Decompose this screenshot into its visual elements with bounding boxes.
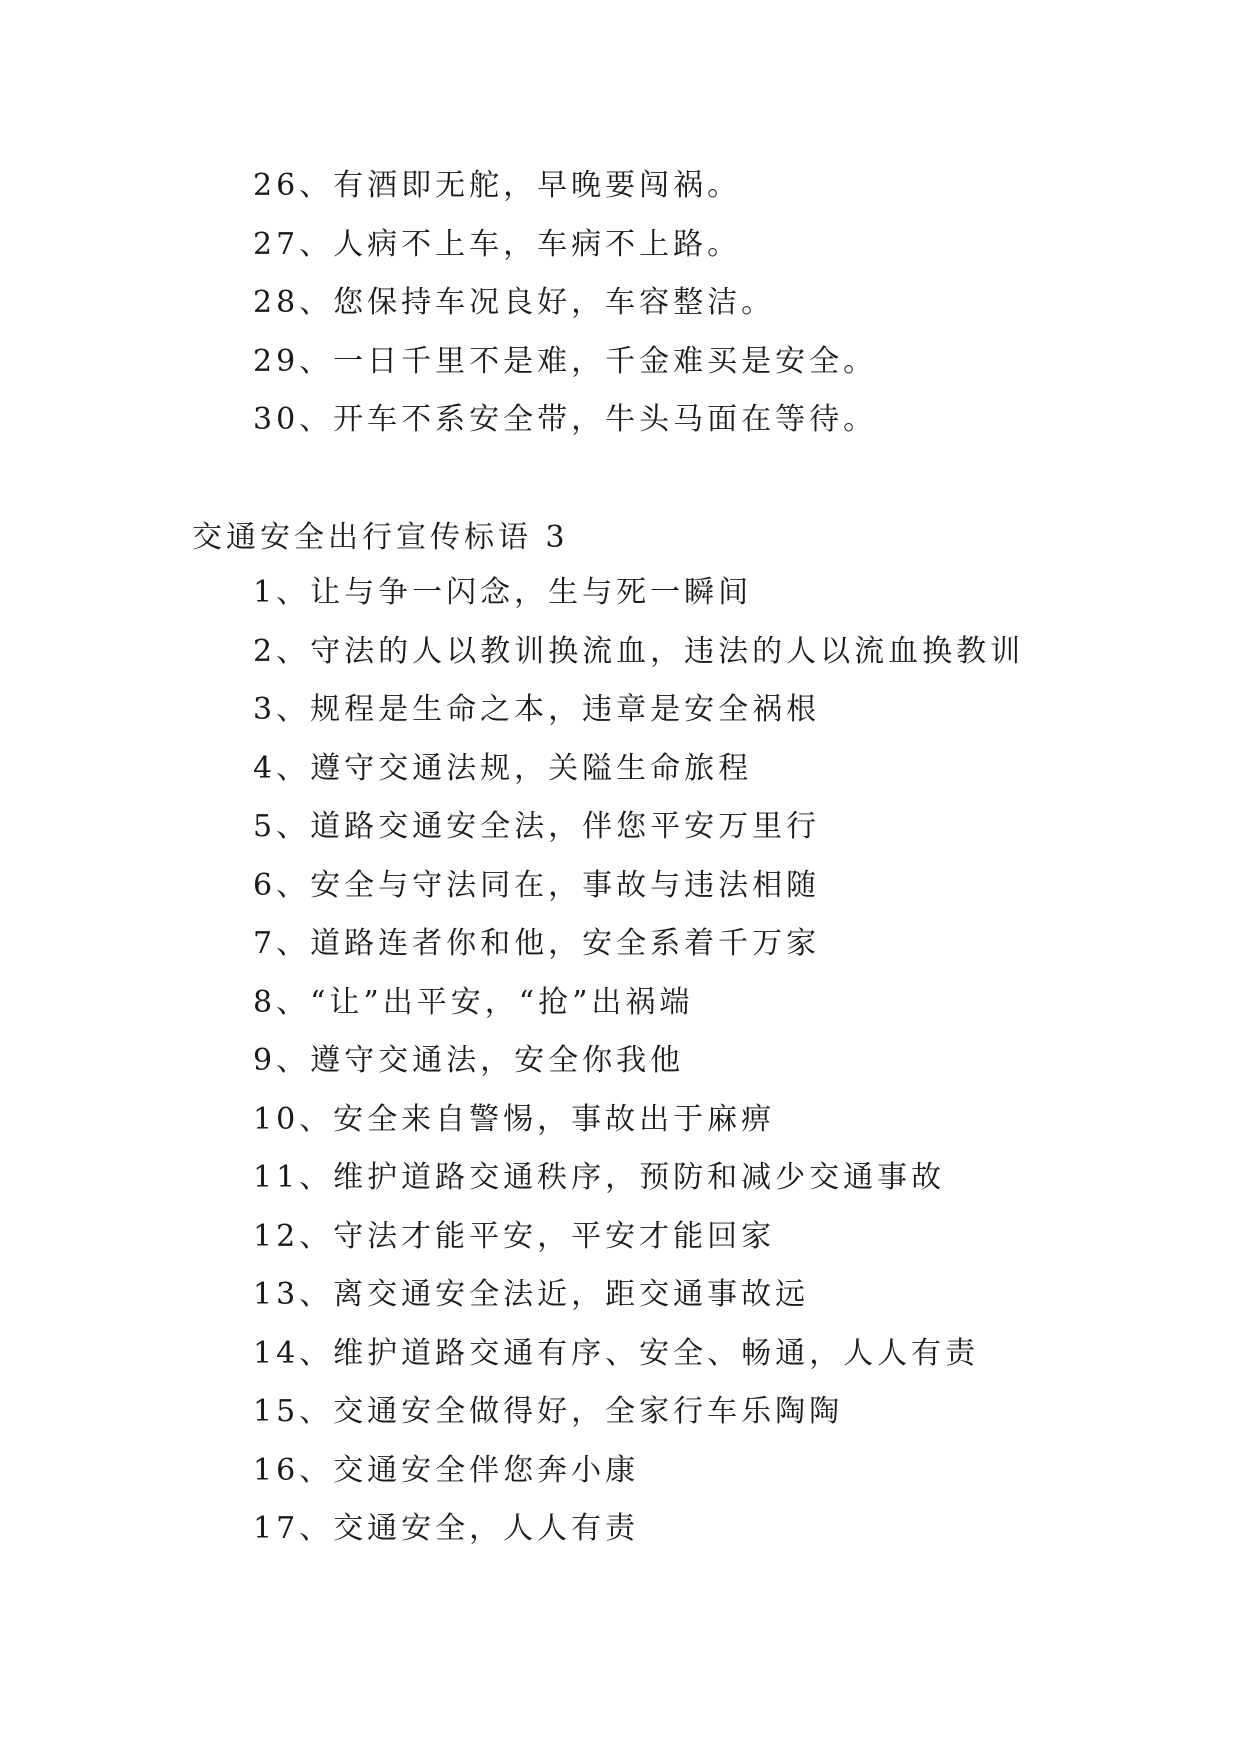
list-item: 15、交通安全做得好，全家行车乐陶陶: [253, 1394, 844, 1429]
list-item: 4、遵守交通法规，关隘生命旅程: [253, 750, 753, 786]
list-item: 16、交通安全伴您奔小康: [253, 1452, 640, 1488]
list-item: 11、维护道路交通秩序，预防和减少交通事故: [253, 1160, 946, 1195]
list-item: 10、安全来自警惕，事故出于麻痹: [253, 1101, 776, 1137]
list-item: 8、“让”出平安，“抢”出祸端: [253, 984, 694, 1020]
slogan-list-continued: [253, 157, 877, 450]
list-item: 26、有酒即无舵，早晚要闯祸。: [253, 168, 742, 203]
list-item: 2、守法的人以教训换流血，违法的人以流血换教训: [253, 633, 1025, 669]
list-item: 29、一日千里不是难，千金难买是安全。: [253, 343, 878, 379]
list-item: 7、道路连者你和他，安全系着千万家: [253, 926, 821, 961]
list-item: 3、规程是生命之本，违章是安全祸根: [253, 692, 821, 727]
list-item: 28、您保持车况良好，车容整洁。: [253, 285, 776, 320]
list-item: 14、维护道路交通有序、安全、畅通，人人有责: [253, 1335, 980, 1371]
list-item: 12、守法才能平安，平安才能回家: [253, 1218, 776, 1254]
list-item: 6、安全与守法同在，事故与违法相随: [253, 867, 821, 903]
list-item: 5、道路交通安全法，伴您平安万里行: [253, 809, 821, 844]
list-item: 9、遵守交通法，安全你我他: [253, 1043, 685, 1078]
list-item: 30、开车不系安全带，牛头马面在等待。: [253, 402, 878, 437]
list-item: 27、人病不上车，车病不上路。: [253, 226, 742, 262]
list-item: 13、离交通安全法近，距交通事故远: [253, 1277, 810, 1312]
list-item: 17、交通安全，人人有责: [253, 1511, 640, 1546]
list-item: 1、让与争一闪念，生与死一瞬间: [253, 575, 753, 610]
slogan-list-section-3: [253, 564, 1024, 1559]
section-heading: 交通安全出行宣传标语 3: [192, 520, 569, 555]
